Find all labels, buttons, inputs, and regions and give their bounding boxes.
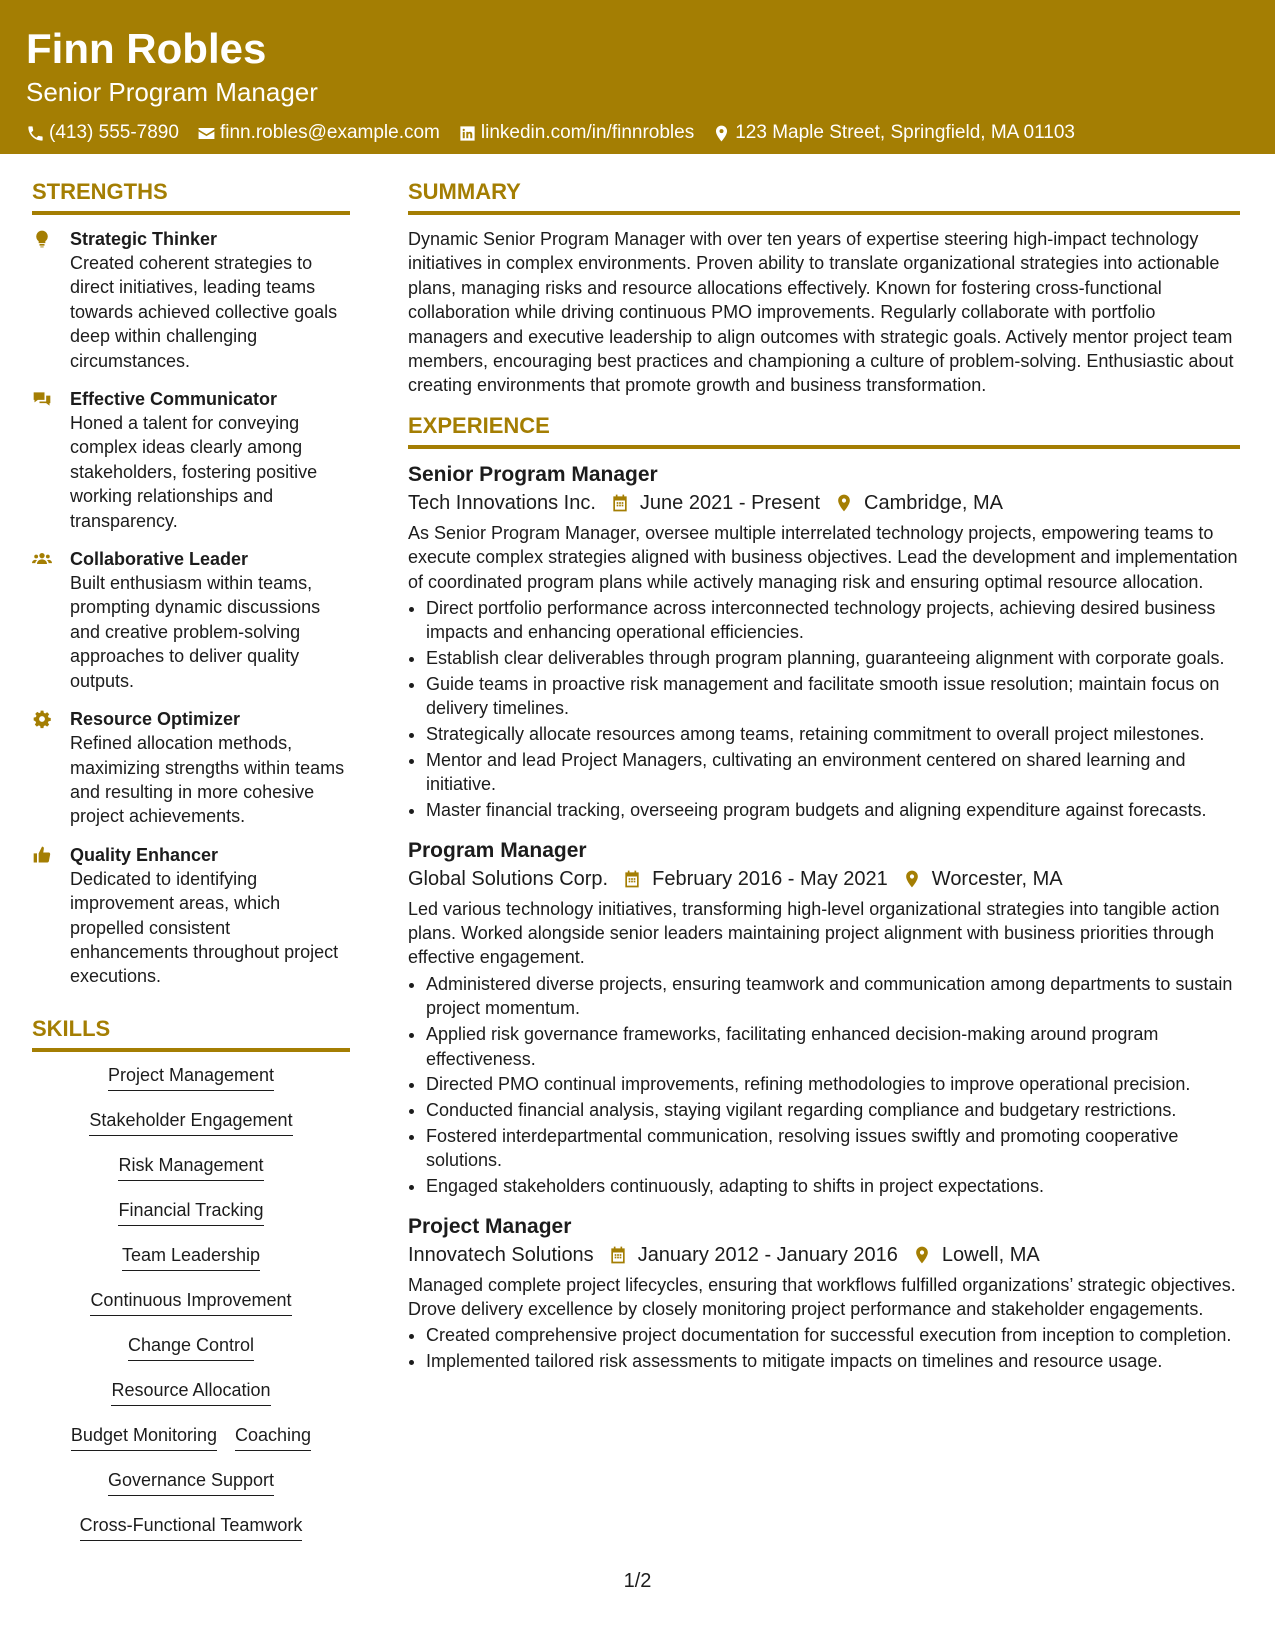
skills-list bbox=[32, 1064, 350, 1559]
job-bullets bbox=[408, 972, 1240, 1199]
job-bullet: • Guide teams in proactive risk management and facilitate smooth issue resolution; maintain focus on delivery timelines. bbox=[426, 672, 1240, 721]
job-description: As Senior Program Manager, oversee multiple interrelated technology projects, empowering teams to execute complex strategies aligned with business objectives. Lead the development and implementation of coordinated program plans while actively managing risk and ensuring optimal resource allocation. bbox=[408, 522, 1238, 592]
strength-item bbox=[32, 547, 350, 693]
map-marker-icon bbox=[902, 869, 922, 889]
job-title: Program Manager bbox=[408, 838, 587, 862]
strength-desc: Created coherent strategies to direct initiatives, leading teams towards achieved collective goals deep within challenging circumstances. bbox=[70, 253, 338, 371]
skill-tag: Project Management bbox=[108, 1064, 274, 1091]
job-bullet: • Engaged stakeholders continuously, adapting to shifts in project expectations. bbox=[426, 1174, 1240, 1198]
job-meta bbox=[408, 865, 1240, 893]
map-marker-icon bbox=[912, 1245, 932, 1265]
job-bullet: • Master financial tracking, overseeing program budgets and aligning expenditure against forecasts. bbox=[426, 798, 1240, 822]
linkedin-text: linkedin.com/in/finnrobles bbox=[480, 122, 695, 143]
users-icon bbox=[32, 549, 52, 569]
strength-desc: Honed a talent for conveying complex ideas clearly among stakeholders, fostering positive working relationships and transparency. bbox=[70, 413, 318, 531]
job-bullets bbox=[408, 1323, 1240, 1373]
job-bullet: • Implemented tailored risk assessments to mitigate impacts on timelines and resource usage. bbox=[426, 1349, 1240, 1373]
summary-heading: SUMMARY bbox=[408, 178, 1240, 215]
job-dates: January 2012 - January 2016 bbox=[637, 1243, 898, 1266]
map-marker-icon bbox=[712, 124, 731, 143]
left-column bbox=[32, 178, 350, 1559]
skill-tag: Continuous Improvement bbox=[90, 1289, 291, 1316]
strength-desc: Dedicated to identifying improvement areas, which propelled consistent enhancements throughout project executions. bbox=[70, 868, 339, 987]
strength-name: Effective Communicator bbox=[70, 389, 278, 410]
calendar-icon bbox=[610, 493, 630, 513]
phone-text: (413) 555-7890 bbox=[49, 122, 179, 143]
linkedin-icon bbox=[458, 124, 477, 143]
job-meta bbox=[408, 489, 1240, 517]
job-title: Senior Program Manager bbox=[408, 462, 658, 486]
skill-tag: Financial Tracking bbox=[118, 1199, 263, 1226]
gear-icon bbox=[32, 709, 52, 729]
job-meta bbox=[408, 1241, 1240, 1269]
resume-header bbox=[0, 0, 1275, 154]
job-location: Worcester, MA bbox=[931, 867, 1063, 890]
skill-tag: Cross-Functional Teamwork bbox=[80, 1514, 303, 1541]
email-text: finn.robles@example.com bbox=[219, 122, 440, 143]
comments-icon bbox=[32, 389, 52, 409]
phone-icon bbox=[26, 124, 45, 143]
job-bullet: • Strategically allocate resources among teams, retaining commitment to overall project milestones. bbox=[426, 722, 1240, 746]
skill-tag: Coaching bbox=[235, 1424, 311, 1451]
strength-name: Collaborative Leader bbox=[70, 549, 249, 570]
skills-heading: SKILLS bbox=[32, 1015, 350, 1052]
job-company: Global Solutions Corp. bbox=[408, 867, 609, 890]
strength-item bbox=[32, 707, 350, 829]
strength-item bbox=[32, 227, 350, 373]
skill-tag: Team Leadership bbox=[122, 1244, 260, 1271]
job-company: Innovatech Solutions bbox=[408, 1243, 594, 1266]
job-entry bbox=[408, 1213, 1240, 1374]
thumbs-up-icon bbox=[32, 845, 52, 865]
candidate-title: Senior Program Manager bbox=[26, 77, 318, 107]
contact-phone[interactable] bbox=[26, 122, 179, 144]
job-bullet: • Fostered interdepartmental communication, resolving issues swiftly and promoting cooperative solutions. bbox=[426, 1124, 1240, 1173]
skill-tag: Stakeholder Engagement bbox=[89, 1109, 292, 1136]
contact-email[interactable] bbox=[197, 122, 440, 144]
summary-text: Dynamic Senior Program Manager with over ten years of expertise steering high-impact technology initiatives in complex environments. Proven ability to translate organizational strategies into actionable plans, managing risks and resource allocations effectively. Known for fostering cross-functional collaboration while driving continuous PMO improvements. Regularly collaborate with portfolio managers and executive leadership to align outcomes with strategic goals. Actively mentor project team members, encouraging best practices and championing a culture of problem-solving. Enthusiastic about creating environments that promote growth and business transformation. bbox=[408, 229, 1234, 396]
job-bullet: • Mentor and lead Project Managers, cultivating an environment centered on shared learning and initiative. bbox=[426, 748, 1240, 797]
strength-item bbox=[32, 843, 350, 989]
job-bullet: • Establish clear deliverables through program planning, guaranteeing alignment with corporate goals. bbox=[426, 646, 1240, 670]
skill-tag: Budget Monitoring bbox=[71, 1424, 217, 1451]
strength-item bbox=[32, 387, 350, 533]
job-location: Lowell, MA bbox=[941, 1243, 1040, 1266]
right-column bbox=[408, 178, 1240, 1388]
strengths-heading: STRENGTHS bbox=[32, 178, 350, 215]
experience-heading: EXPERIENCE bbox=[408, 412, 1240, 449]
strength-desc: Refined allocation methods, maximizing strengths within teams and resulting in more cohesive project achievements. bbox=[70, 733, 345, 827]
job-dates: February 2016 - May 2021 bbox=[652, 867, 888, 890]
job-bullets bbox=[408, 596, 1240, 823]
job-entry bbox=[408, 837, 1240, 1199]
contact-linkedin[interactable] bbox=[458, 122, 694, 144]
calendar-icon bbox=[622, 869, 642, 889]
skill-tag: Resource Allocation bbox=[111, 1379, 270, 1406]
skill-tag: Change Control bbox=[128, 1334, 254, 1361]
envelope-icon bbox=[197, 124, 216, 143]
job-description: Led various technology initiatives, transforming high-level organizational strategies into tangible action plans. Worked alongside senior leaders maintaining project alignment with business priorities through effective engagement. bbox=[408, 898, 1220, 968]
job-bullet: • Applied risk governance frameworks, facilitating enhanced decision-making around program effectiveness. bbox=[426, 1022, 1240, 1071]
strength-desc: Built enthusiasm within teams, prompting dynamic discussions and creative problem-solving approaches to deliver quality outputs. bbox=[70, 573, 321, 691]
job-bullet: • Conducted financial analysis, staying vigilant regarding compliance and budgetary restrictions. bbox=[426, 1098, 1240, 1122]
lightbulb-icon bbox=[32, 229, 52, 249]
contact-address bbox=[712, 122, 1075, 144]
strength-name: Quality Enhancer bbox=[70, 844, 219, 865]
job-bullet: • Direct portfolio performance across interconnected technology projects, achieving desired business impacts and enhancing operational efficiencies. bbox=[426, 596, 1240, 645]
job-description: Managed complete project lifecycles, ensuring that workflows fulfilled organizations’ strategic objectives. Drove delivery excellence by closely monitoring project performance and stakeholder engagements. bbox=[408, 1274, 1236, 1319]
calendar-icon bbox=[608, 1245, 628, 1265]
job-bullet: • Created comprehensive project documentation for successful execution from inception to completion. bbox=[426, 1323, 1240, 1347]
job-bullet: • Administered diverse projects, ensuring teamwork and communication among departments to sustain project momentum. bbox=[426, 972, 1240, 1021]
contact-bar bbox=[26, 122, 1275, 144]
job-title: Project Manager bbox=[408, 1214, 572, 1238]
job-company: Tech Innovations Inc. bbox=[408, 491, 596, 514]
job-location: Cambridge, MA bbox=[864, 491, 1003, 514]
map-marker-icon bbox=[834, 493, 854, 513]
job-bullet: • Directed PMO continual improvements, refining methodologies to improve operational precision. bbox=[426, 1072, 1240, 1096]
page-number: 1/2 bbox=[623, 1570, 652, 1592]
job-entry bbox=[408, 461, 1240, 823]
candidate-name: Finn Robles bbox=[26, 25, 267, 72]
strength-name: Strategic Thinker bbox=[70, 229, 218, 249]
address-text: 123 Maple Street, Springfield, MA 01103 bbox=[735, 122, 1075, 143]
strength-name: Resource Optimizer bbox=[70, 709, 241, 730]
job-dates: June 2021 - Present bbox=[639, 491, 821, 514]
skill-tag: Governance Support bbox=[108, 1469, 274, 1496]
skill-tag: Risk Management bbox=[118, 1154, 263, 1181]
